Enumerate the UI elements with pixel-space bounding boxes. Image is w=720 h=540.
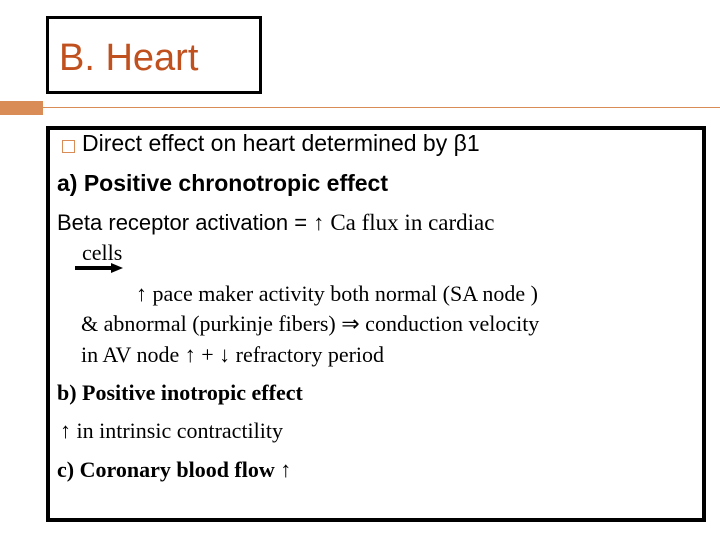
text-pacemaker: ↑ pace maker activity both normal (SA node )	[136, 281, 538, 306]
heading-coronary: c) Coronary blood flow ↑	[57, 457, 292, 482]
accent-bar	[0, 101, 43, 115]
hollow-square-bullet-icon	[62, 140, 75, 153]
heading-inotropic: b) Positive inotropic effect	[57, 380, 303, 405]
text-cells: cells	[82, 240, 123, 265]
text-beta-receptor-a: Beta receptor activation = ↑	[57, 210, 331, 235]
slide-title: B. Heart	[59, 37, 199, 79]
text-beta-receptor-b: Ca flux in cardiac	[330, 210, 495, 235]
heading-chronotropic: a) Positive chronotropic effect	[57, 170, 389, 196]
text-beta-receptor	[57, 210, 494, 236]
text-direct-effect: Direct effect on heart determined by β1	[82, 130, 480, 156]
text-av-node: in AV node ↑ + ↓ refractory period	[81, 342, 385, 367]
divider-line	[43, 107, 720, 108]
text-abnormal: & abnormal (purkinje fibers) ⇒ conduction velocity	[81, 311, 540, 336]
title-box	[46, 16, 262, 94]
right-arrow-icon	[75, 263, 123, 273]
text-contractility: ↑ in intrinsic contractility	[60, 418, 284, 443]
